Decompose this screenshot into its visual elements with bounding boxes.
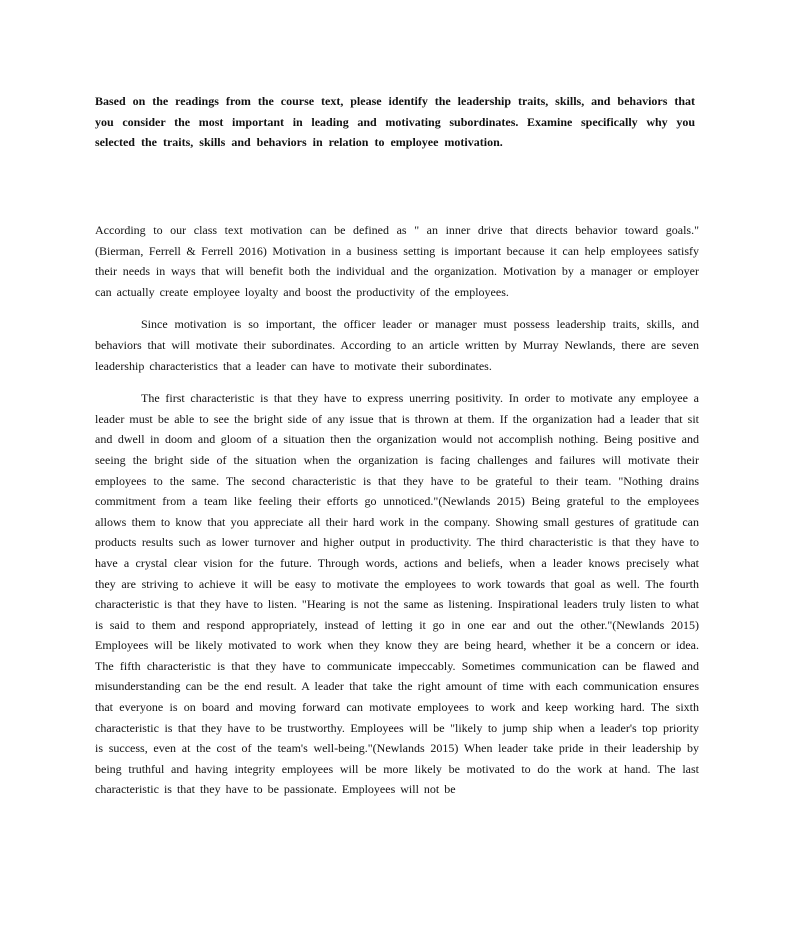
essay-body: [95, 220, 699, 812]
essay-paragraph-3: The first characteristic is that they have to express unerring positivity. In order to motivate any employee a leader must be able to see the bright side of any issue that is thrown at them. If the organization had a leader that sit and dwell in doom and gloom of a situation then the organization would not accomplish nothing. Being positive and seeing the bright side of the situation when the organization is facing challenges and failures will motivate their employees to the same. The second characteristic is that they have to be grateful to their team. "Nothing drains commitment from a team like feeling their efforts go unnoticed."(Newlands 2015) Being grateful to the employees allows them to know that you appreciate all their hard work in the company. Showing small gestures of gratitude can products results such as lower turnover and higher output in productivity. The third characteristic is that they have to have a crystal clear vision for the future. Through words, actions and beliefs, when a leader knows precisely what they are striving to achieve it will be easy to motivate the employees to work towards that goal as well. The fourth characteristic is that they have to listen. "Hearing is not the same as listening. Inspirational leaders truly listen to what is said to them and respond appropriately, instead of letting it go in one ear and out the other."(Newlands 2015) Employees will be likely motivated to work when they know they are being heard, whether it be a concern or idea. The fifth characteristic is that they have to communicate impeccably. Sometimes communication can be flawed and misunderstanding can be the end result. A leader that take the right amount of time with each communication ensures that everyone is on board and moving forward can motivate employees to work and keep working hard. The sixth characteristic is that they have to be trustworthy. Employees will be "likely to jump ship when a leader's top priority is success, even at the cost of the team's well-being."(Newlands 2015) When leader take pride in their leadership by being truthful and having integrity employees will be more likely be motivated to do the work at hand. The last characteristic is that they have to be passionate. Employees will not be: [95, 391, 699, 797]
essay-paragraph-2: Since motivation is so important, the officer leader or manager must possess leadership traits, skills, and behaviors that will motivate their subordinates. According to an article written by Murray Newlands, there are seven leadership characteristics that a leader can have to motivate their subordinates.: [95, 317, 699, 373]
assignment-prompt: Based on the readings from the course text, please identify the leadership traits, skills, and behaviors that you consider the most important in leading and motivating subordinates. Examine specifically why you selected the traits, skills and behaviors in relation to employee motivation.: [95, 94, 695, 150]
essay-paragraph-1: According to our class text motivation can be defined as " an inner drive that directs behavior toward goals." (Bierman, Ferrell & Ferrell 2016) Motivation in a business setting is important because it can help employees satisfy their needs in ways that will benefit both the individual and the organization. Motivation by a manager or employer can actually create employee loyalty and boost the productivity of the employees.: [95, 223, 699, 299]
